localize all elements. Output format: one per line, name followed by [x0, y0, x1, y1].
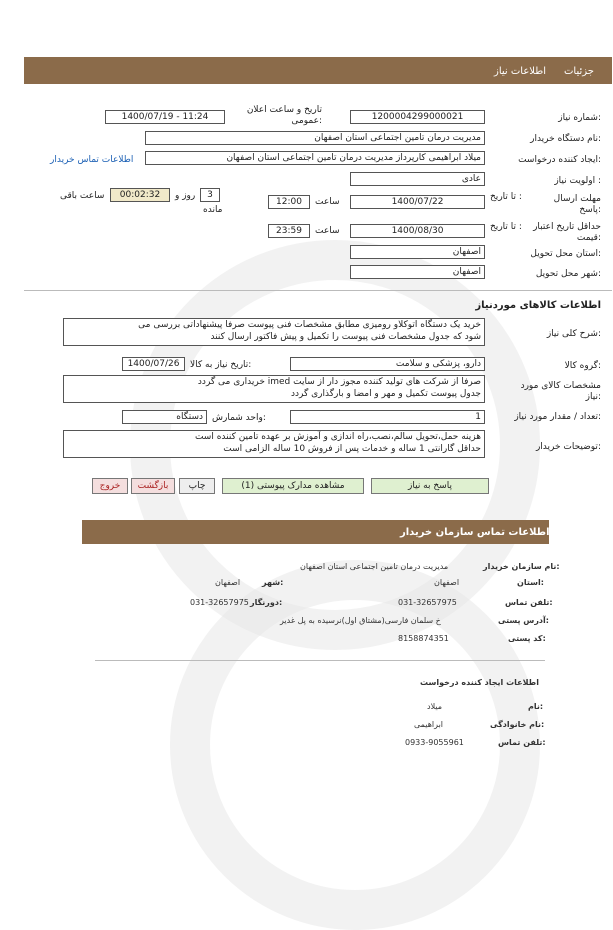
buyer-name-value: مدیریت درمان تامین اجتماعی استان اصفهان	[300, 562, 449, 571]
price-validity-label: حداقل تاریخ اعتبار قیمت:	[533, 222, 601, 243]
deadline-time: 12:00	[268, 195, 310, 209]
remaining-mande: مانده	[203, 205, 223, 215]
postal-value: 8158874351	[398, 634, 449, 643]
last-name-label: نام خانوادگی:	[490, 720, 545, 729]
creator-value: میلاد ابراهیمی کارپرداز مدیریت درمان تامین اجتماعی استان اصفهان	[145, 151, 485, 165]
creator-phone-value: 0933-9055961	[405, 738, 464, 747]
address-label: آدرس پستی:	[498, 616, 549, 625]
general-desc-line2: شود که جدول مشخصات فنی پیوست را تکمیل و پیش فاکتور ارسال کنند	[210, 332, 481, 342]
spec-line2: جدول پیوست تکمیل و مهر و امضا و بارگذاری گردد	[291, 389, 481, 399]
goods-title: اطلاعات کالاهای موردنیاز	[475, 300, 601, 311]
delivery-province: اصفهان	[350, 245, 485, 259]
need-date-value: 1400/07/26	[122, 357, 185, 371]
buyer-org-label: نام دستگاه خریدار:	[530, 134, 601, 144]
remaining-days-label: روز و	[175, 191, 196, 201]
creator-phone-label: تلفن تماس:	[498, 738, 546, 747]
first-name-value: میلاد	[427, 702, 443, 711]
remaining-clock: 00:02:32	[110, 188, 170, 202]
group-label: گروه کالا:	[564, 361, 601, 371]
first-name-label: نام:	[528, 702, 544, 711]
remaining-suffix: ساعت باقی	[60, 191, 105, 201]
delivery-city-label: شهر محل تحویل:	[535, 269, 601, 279]
deadline-label: مهلت ارسال پاسخ:	[553, 194, 601, 215]
qty-label: تعداد / مقدار مورد نیاز:	[514, 412, 601, 422]
delivery-province-label: استان محل تحویل:	[530, 249, 601, 259]
exit-button[interactable]: خروج	[92, 478, 128, 494]
spec-label: مشخصات کالای مورد نیاز:	[520, 381, 601, 402]
buyer-notes-label: توضیحات خریدار:	[535, 442, 601, 452]
fax-value: 031-32657975	[190, 598, 249, 607]
group-value: دارو، پزشکی و سلامت	[290, 357, 485, 371]
deadline-date-prefix: تا تاریخ :	[490, 192, 522, 202]
unit-label: واحد شمارش:	[212, 413, 266, 423]
need-number-label: شماره نیاز:	[558, 113, 601, 123]
qty-value: 1	[290, 410, 485, 424]
page-header	[24, 57, 612, 84]
unit-value: دستگاه	[122, 410, 207, 424]
price-validity-time: 23:59	[268, 224, 310, 238]
creator-title: اطلاعات ایجاد کننده درخواست	[420, 678, 539, 687]
buyer-contact-link[interactable]: اطلاعات تماس خریدار	[50, 155, 134, 165]
price-validity-time-label: ساعت	[315, 226, 340, 236]
phone-value: 031-32657975	[398, 598, 457, 607]
city-label: شهر:	[262, 578, 284, 587]
deadline-time-label: ساعت	[315, 197, 340, 207]
general-desc-line1: خرید یک دستگاه اتوکلاو رومیزی مطابق مشخصات فنی پیوست صرفا پیشنهاداتی بررسی می	[138, 320, 481, 330]
general-desc-box	[63, 318, 485, 346]
back-button[interactable]: بازگشت	[131, 478, 175, 494]
nav-need-info[interactable]: اطلاعات نیاز	[494, 66, 546, 77]
city-value: اصفهان	[215, 578, 241, 587]
goods-separator	[24, 290, 612, 291]
print-button[interactable]: چاپ	[179, 478, 215, 494]
need-date-label: تاریخ نیاز به کالا:	[190, 360, 252, 370]
province-label: استان:	[517, 578, 544, 587]
buyer-notes-line2: حداقل گارانتی 1 ساله و خدمات پس از فروش 10 ساله الزامی است	[223, 444, 481, 454]
fax-label: دورنگار:	[250, 598, 283, 607]
deadline-date: 1400/07/22	[350, 195, 485, 209]
last-name-value: ابراهیمی	[414, 720, 444, 729]
buyer-name-label: نام سازمان خریدار:	[483, 562, 560, 571]
nav-details[interactable]: جزئیات	[564, 66, 594, 77]
price-validity-prefix: تا تاریخ :	[490, 222, 522, 232]
priority-label: اولویت نیاز :	[554, 176, 601, 186]
postal-label: کد پستی:	[508, 634, 546, 643]
general-desc-label: شرح کلی نیاز:	[546, 329, 601, 339]
priority-value: عادی	[350, 172, 485, 186]
contact-title: اطلاعات تماس سازمان خریدار	[400, 527, 550, 538]
address-value: خ سلمان فارسی(مشتاق اول)نرسیده به پل غدیر	[280, 616, 441, 625]
respond-button[interactable]: پاسخ به نیاز	[371, 478, 489, 494]
buyer-notes-box	[63, 430, 485, 458]
announce-label: تاریخ و ساعت اعلان عمومی:	[246, 105, 322, 126]
need-number-value: 1200004299000021	[350, 110, 485, 124]
remaining-days: 3	[200, 188, 220, 202]
buyer-notes-line1: هزینه حمل،تحویل سالم،نصب،راه اندازی و آموزش بر عهده تامین کننده است	[194, 432, 481, 442]
province-value: اصفهان	[434, 578, 460, 587]
phone-label: تلفن تماس:	[505, 598, 553, 607]
delivery-city: اصفهان	[350, 265, 485, 279]
spec-box	[63, 375, 485, 403]
announce-value: 1400/07/19 - 11:24	[105, 110, 225, 124]
creator-label: ایجاد کننده درخواست:	[518, 155, 601, 165]
buyer-org-value: مدیریت درمان تامین اجتماعی استان اصفهان	[145, 131, 485, 145]
price-validity-date: 1400/08/30	[350, 224, 485, 238]
contact-divider	[95, 660, 545, 661]
spec-line1: صرفا از شرکت های تولید کننده مجوز دار از سایت imed خریداری می گردد	[197, 377, 481, 387]
attachments-button[interactable]: مشاهده مدارک پیوستی (1)	[222, 478, 364, 494]
